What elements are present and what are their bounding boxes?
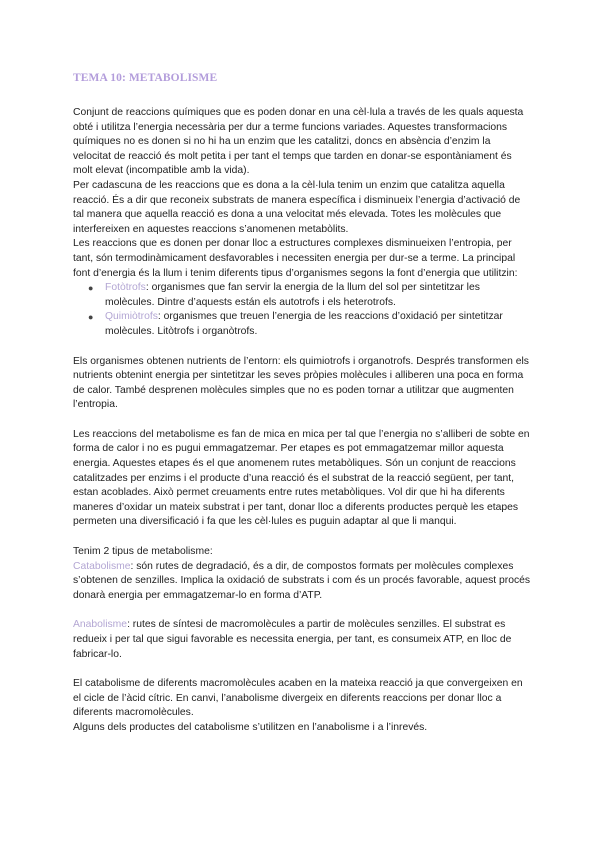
list-item-quimiotrofs (73, 310, 531, 339)
paragraph-nutrients: Els organismes obtenen nutrients de l’entorn: els quimiotrofs i organotrofs. Després transformen els nutrients obtenint energia per sintetitzar les seves pròpies molècules i alliberen una poca en forma de calor. També desprenen molècules simples que no es poden tornar a utilitzar que augmenten l’entropia. (73, 355, 529, 411)
paragraph-metabolism-types: Tenim 2 tipus de metabolisme: (73, 546, 213, 558)
term-catabolisme: Catabolisme (73, 560, 131, 572)
spacer (73, 413, 531, 428)
bullet-icon: ● (88, 283, 94, 294)
spacer (73, 662, 531, 677)
paragraph-enzymes: Per cadascuna de les reaccions que es dona a la cèl·lula tenim un enzim que catalitza aquella reacció. És a dir que reconeix substrats de manera específica i disminueix l’energia d’activació de tal manera que aquella reacció es dona a una velocitat més elevada. Totes les molècules que interfereixen en aquestes reaccions s’anomenen metabòlits. (73, 179, 521, 235)
paragraph-metabolic-routes: Les reaccions del metabolisme es fan de mica en mica per tal que l’energia no s’alliberi de sobte en forma de calor i no es pugui emmagatzemar. Per etapes es pot emmagatzemar millor aquesta energia. Aquestes etapes és el que anomenem rutes metabòliques. Són un conjunt de reaccions catalitzades per enzims i el producte d’una reacció és el substrat de la reacció següent, per tant, estan acoblades. Això permet creuaments entre rutes metabòliques. Vol dir que hi ha diferents maneres d’oxidar un mateix substrat i per tant, donar lloc a diferents productes perquè les etapes permeten una diversificació i fa que les cèl·lules es puguin adaptar al que li manqui. (73, 428, 530, 528)
definition-quimiotrofs: : organismes que treuen l’energia de les reaccions d’oxidació per sintetitzar molècules. Litòtrofs i organòtrofs. (105, 311, 503, 337)
term-quimiotrofs: Quimiòtrofs (105, 311, 158, 323)
list-item-fototrofs (73, 281, 531, 310)
paragraph-intro: Conjunt de reaccions químiques que es poden donar en una cèl·lula a través de les quals aquesta obté i utilitza l’energia necessària per dur a terme funcions variades. Aquestes transformacions químiques no es donen si no hi ha un enzim que les catalitzi, doncs en absència d’enzim la velocitat de reacció és molt petita i per tant el temps que tarden en donar-se espontàniament és molt elevat (incompatible amb la vida). (73, 107, 524, 177)
bullet-icon: ● (88, 312, 94, 323)
definition-anabolisme: : rutes de síntesi de macromolècules a partir de molècules senzilles. El substrat es redueix i per tal que sigui favorable es necessita energia, per tant, es consumeix ATP, en lloc de fabricar-lo. (73, 619, 512, 660)
paragraph-entropy: Les reaccions que es donen per donar lloc a estructures complexes disminueixen l’entropia, per tant, són termodinàmicament desfavorables i necessiten energia per dur-se a terme. La principal font d’energia és la llum i tenim diferents tipus d’organismes segons la font d’energia que utilitzin: (73, 238, 518, 279)
page-title: TEMA 10: METABOLISME (73, 72, 218, 84)
spacer (73, 340, 531, 355)
paragraph-anabolisme (73, 618, 531, 662)
term-fototrofs: Fotòtrofs (105, 282, 146, 294)
spacer (73, 530, 531, 545)
paragraph-reciprocity: Alguns dels productes del catabolisme s’utilitzen en l’anabolisme i a l’inrevés. (73, 721, 428, 733)
definition-catabolisme: : són rutes de degradació, és a dir, de compostos formats per molècules complexes s’obtenen de senzilles. Implica la oxidació de substrats i com és un procés favorable, aquest procés donarà energia per emmagatzemar-lo en forma d’ATP. (73, 560, 531, 601)
paragraph-catabolisme (73, 560, 531, 604)
document-body (73, 106, 531, 736)
definition-fototrofs: : organismes que fan servir la energia de la llum del sol per sintetitzar les molècules. Dintre d’aquests están els autotrofs i els heterotrofs. (105, 282, 480, 308)
term-anabolisme: Anabolisme (73, 619, 128, 631)
spacer (73, 603, 531, 618)
organism-type-list (73, 281, 531, 339)
paragraph-convergence: El catabolisme de diferents macromolècules acaben en la mateixa reacció ja que convergeixen en el cicle de l’àcid cítric. En canvi, l’anabolisme divergeix en diferents reaccions per donar lloc a diferents macromolècules. (73, 678, 523, 719)
